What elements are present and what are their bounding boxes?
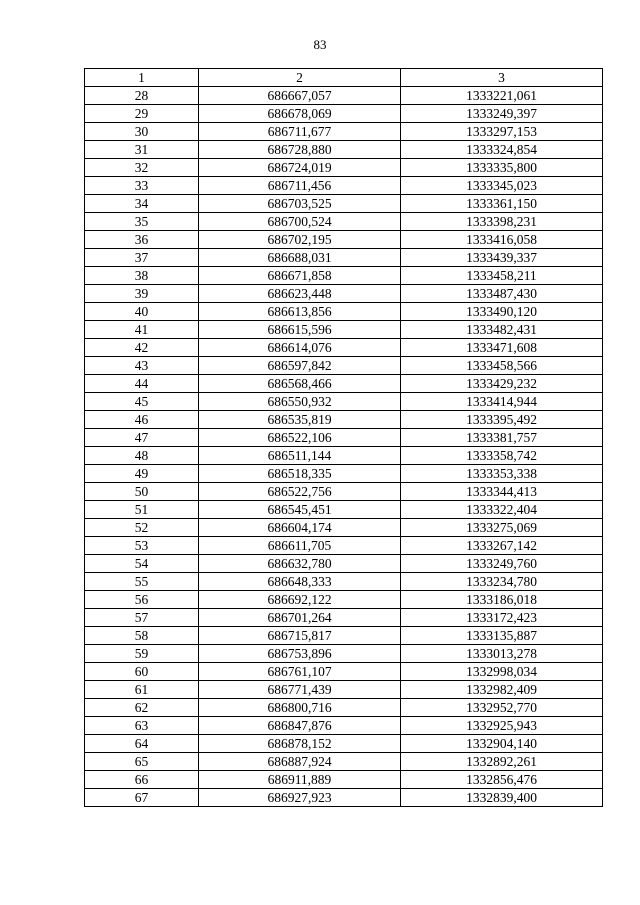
x-coordinate-cell: 686632,780 <box>199 555 401 573</box>
point-number-cell: 59 <box>85 645 199 663</box>
table-row <box>85 339 603 357</box>
y-coordinate-cell: 1333490,120 <box>401 303 603 321</box>
y-coordinate-cell: 1333249,397 <box>401 105 603 123</box>
point-number-cell: 40 <box>85 303 199 321</box>
table-row <box>85 429 603 447</box>
x-coordinate-cell: 686614,076 <box>199 339 401 357</box>
x-coordinate-cell: 686753,896 <box>199 645 401 663</box>
y-coordinate-cell: 1333135,887 <box>401 627 603 645</box>
x-coordinate-cell: 686613,856 <box>199 303 401 321</box>
x-coordinate-cell: 686701,264 <box>199 609 401 627</box>
y-coordinate-cell: 1333458,566 <box>401 357 603 375</box>
table-row <box>85 771 603 789</box>
table-row <box>85 249 603 267</box>
x-coordinate-cell: 686550,932 <box>199 393 401 411</box>
point-number-cell: 57 <box>85 609 199 627</box>
table-row <box>85 717 603 735</box>
point-number-cell: 29 <box>85 105 199 123</box>
x-coordinate-cell: 686604,174 <box>199 519 401 537</box>
table-row <box>85 123 603 141</box>
y-coordinate-cell: 1332998,034 <box>401 663 603 681</box>
x-coordinate-cell: 686878,152 <box>199 735 401 753</box>
x-coordinate-cell: 686522,756 <box>199 483 401 501</box>
x-coordinate-cell: 686678,069 <box>199 105 401 123</box>
point-number-cell: 36 <box>85 231 199 249</box>
point-number-cell: 62 <box>85 699 199 717</box>
page-number: 83 <box>313 37 327 52</box>
point-number-cell: 50 <box>85 483 199 501</box>
point-number-cell: 31 <box>85 141 199 159</box>
y-coordinate-cell: 1333439,337 <box>401 249 603 267</box>
x-coordinate-cell: 686511,144 <box>199 447 401 465</box>
table-row <box>85 573 603 591</box>
point-number-cell: 63 <box>85 717 199 735</box>
point-number-cell: 32 <box>85 159 199 177</box>
y-coordinate-cell: 1332925,943 <box>401 717 603 735</box>
x-coordinate-cell: 686535,819 <box>199 411 401 429</box>
y-coordinate-cell: 1333335,800 <box>401 159 603 177</box>
point-number-cell: 48 <box>85 447 199 465</box>
table-row <box>85 681 603 699</box>
y-coordinate-cell: 1333297,153 <box>401 123 603 141</box>
table-row <box>85 645 603 663</box>
y-coordinate-cell: 1333172,423 <box>401 609 603 627</box>
table-row <box>85 231 603 249</box>
y-coordinate-cell: 1332982,409 <box>401 681 603 699</box>
table-row <box>85 321 603 339</box>
coordinates-table <box>84 68 603 807</box>
table-row <box>85 627 603 645</box>
point-number-cell: 33 <box>85 177 199 195</box>
y-coordinate-cell: 1333458,211 <box>401 267 603 285</box>
table-row <box>85 609 603 627</box>
x-coordinate-cell: 686597,842 <box>199 357 401 375</box>
point-number-cell: 52 <box>85 519 199 537</box>
table-row <box>85 537 603 555</box>
point-number-cell: 67 <box>85 789 199 807</box>
y-coordinate-cell: 1333186,018 <box>401 591 603 609</box>
table-row <box>85 213 603 231</box>
point-number-cell: 65 <box>85 753 199 771</box>
y-coordinate-cell: 1333345,023 <box>401 177 603 195</box>
point-number-cell: 66 <box>85 771 199 789</box>
point-number-cell: 53 <box>85 537 199 555</box>
point-number-cell: 41 <box>85 321 199 339</box>
x-coordinate-cell: 686688,031 <box>199 249 401 267</box>
point-number-cell: 51 <box>85 501 199 519</box>
x-coordinate-cell: 686518,335 <box>199 465 401 483</box>
table-row <box>85 789 603 807</box>
y-coordinate-cell: 1333221,061 <box>401 87 603 105</box>
table-row <box>85 141 603 159</box>
x-coordinate-cell: 686711,456 <box>199 177 401 195</box>
x-coordinate-cell: 686623,448 <box>199 285 401 303</box>
y-coordinate-cell: 1333416,058 <box>401 231 603 249</box>
y-coordinate-cell: 1333267,142 <box>401 537 603 555</box>
x-coordinate-cell: 686724,019 <box>199 159 401 177</box>
table-row <box>85 105 603 123</box>
table-row <box>85 663 603 681</box>
table-row <box>85 555 603 573</box>
table-row <box>85 753 603 771</box>
x-coordinate-cell: 686771,439 <box>199 681 401 699</box>
y-coordinate-cell: 1333381,757 <box>401 429 603 447</box>
point-number-cell: 35 <box>85 213 199 231</box>
y-coordinate-cell: 1332839,400 <box>401 789 603 807</box>
point-number-cell: 44 <box>85 375 199 393</box>
table-row <box>85 411 603 429</box>
x-coordinate-cell: 686545,451 <box>199 501 401 519</box>
table-row <box>85 519 603 537</box>
x-coordinate-cell: 686887,924 <box>199 753 401 771</box>
x-coordinate-cell: 686615,596 <box>199 321 401 339</box>
x-coordinate-cell: 686667,057 <box>199 87 401 105</box>
table-row <box>85 159 603 177</box>
point-number-cell: 42 <box>85 339 199 357</box>
x-coordinate-cell: 686715,817 <box>199 627 401 645</box>
table-row <box>85 447 603 465</box>
table-row <box>85 465 603 483</box>
point-number-cell: 56 <box>85 591 199 609</box>
y-coordinate-cell: 1333322,404 <box>401 501 603 519</box>
point-number-cell: 28 <box>85 87 199 105</box>
column-header-1: 1 <box>85 69 199 87</box>
point-number-cell: 64 <box>85 735 199 753</box>
y-coordinate-cell: 1333361,150 <box>401 195 603 213</box>
table-row <box>85 357 603 375</box>
y-coordinate-cell: 1332892,261 <box>401 753 603 771</box>
point-number-cell: 55 <box>85 573 199 591</box>
point-number-cell: 34 <box>85 195 199 213</box>
y-coordinate-cell: 1333353,338 <box>401 465 603 483</box>
x-coordinate-cell: 686702,195 <box>199 231 401 249</box>
y-coordinate-cell: 1333249,760 <box>401 555 603 573</box>
y-coordinate-cell: 1333358,742 <box>401 447 603 465</box>
x-coordinate-cell: 686648,333 <box>199 573 401 591</box>
y-coordinate-cell: 1333395,492 <box>401 411 603 429</box>
y-coordinate-cell: 1332952,770 <box>401 699 603 717</box>
y-coordinate-cell: 1333414,944 <box>401 393 603 411</box>
x-coordinate-cell: 686692,122 <box>199 591 401 609</box>
point-number-cell: 39 <box>85 285 199 303</box>
x-coordinate-cell: 686700,524 <box>199 213 401 231</box>
point-number-cell: 37 <box>85 249 199 267</box>
column-header-3: 3 <box>401 69 603 87</box>
x-coordinate-cell: 686761,107 <box>199 663 401 681</box>
table-row <box>85 735 603 753</box>
y-coordinate-cell: 1333013,278 <box>401 645 603 663</box>
point-number-cell: 46 <box>85 411 199 429</box>
y-coordinate-cell: 1333234,780 <box>401 573 603 591</box>
y-coordinate-cell: 1332856,476 <box>401 771 603 789</box>
point-number-cell: 43 <box>85 357 199 375</box>
y-coordinate-cell: 1333324,854 <box>401 141 603 159</box>
table-body <box>85 87 603 807</box>
point-number-cell: 49 <box>85 465 199 483</box>
table-row <box>85 285 603 303</box>
point-number-cell: 54 <box>85 555 199 573</box>
point-number-cell: 60 <box>85 663 199 681</box>
x-coordinate-cell: 686800,716 <box>199 699 401 717</box>
table-row <box>85 267 603 285</box>
column-header-2: 2 <box>199 69 401 87</box>
x-coordinate-cell: 686568,466 <box>199 375 401 393</box>
table-row <box>85 375 603 393</box>
header-row <box>85 69 603 87</box>
x-coordinate-cell: 686711,677 <box>199 123 401 141</box>
table-row <box>85 393 603 411</box>
x-coordinate-cell: 686611,705 <box>199 537 401 555</box>
y-coordinate-cell: 1333429,232 <box>401 375 603 393</box>
table-row <box>85 87 603 105</box>
point-number-cell: 47 <box>85 429 199 447</box>
table-row <box>85 699 603 717</box>
point-number-cell: 38 <box>85 267 199 285</box>
point-number-cell: 30 <box>85 123 199 141</box>
point-number-cell: 45 <box>85 393 199 411</box>
y-coordinate-cell: 1333344,413 <box>401 483 603 501</box>
x-coordinate-cell: 686703,525 <box>199 195 401 213</box>
x-coordinate-cell: 686671,858 <box>199 267 401 285</box>
table-header <box>85 69 603 87</box>
y-coordinate-cell: 1333275,069 <box>401 519 603 537</box>
table-row <box>85 591 603 609</box>
x-coordinate-cell: 686927,923 <box>199 789 401 807</box>
x-coordinate-cell: 686728,880 <box>199 141 401 159</box>
point-number-cell: 61 <box>85 681 199 699</box>
x-coordinate-cell: 686847,876 <box>199 717 401 735</box>
table-row <box>85 177 603 195</box>
point-number-cell: 58 <box>85 627 199 645</box>
y-coordinate-cell: 1333398,231 <box>401 213 603 231</box>
y-coordinate-cell: 1333487,430 <box>401 285 603 303</box>
y-coordinate-cell: 1333482,431 <box>401 321 603 339</box>
table-row <box>85 483 603 501</box>
x-coordinate-cell: 686911,889 <box>199 771 401 789</box>
y-coordinate-cell: 1332904,140 <box>401 735 603 753</box>
y-coordinate-cell: 1333471,608 <box>401 339 603 357</box>
table-row <box>85 195 603 213</box>
x-coordinate-cell: 686522,106 <box>199 429 401 447</box>
table-row <box>85 501 603 519</box>
table-row <box>85 303 603 321</box>
